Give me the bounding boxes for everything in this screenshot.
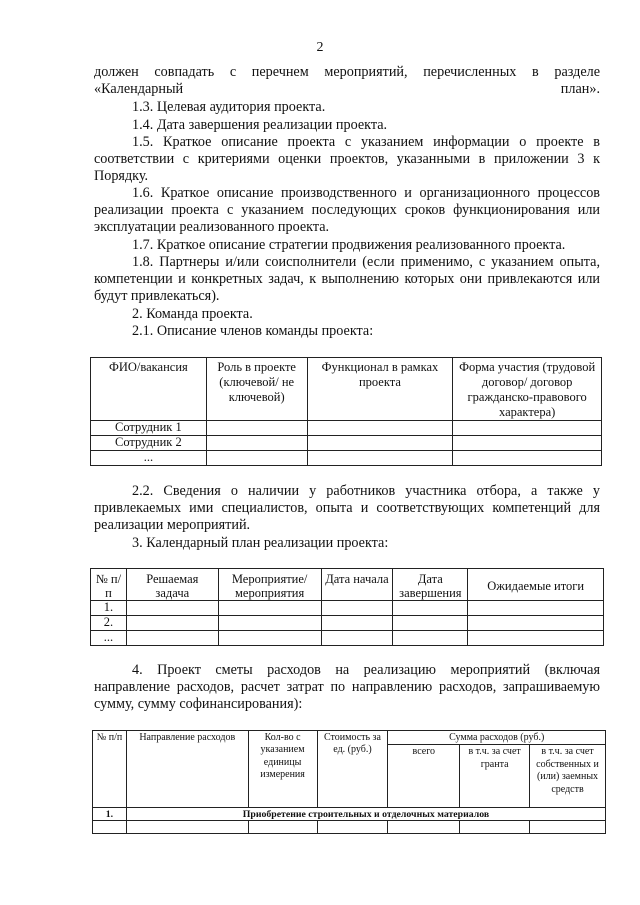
table-row	[91, 631, 604, 646]
paragraph-1-6: 1.6. Краткое описание производственного и организационного процессов реализации проекта с указанием последующих сроков функционирования или эксплуатации реализованного проекта.	[94, 185, 600, 236]
budget-section-row	[93, 808, 606, 821]
team-header-name: ФИО/вакансия	[91, 358, 207, 421]
paragraph-1-3: 1.3. Целевая аудитория проекта.	[132, 99, 326, 115]
team-row-label: Сотрудник 2	[91, 436, 207, 451]
budget-table-header-top	[93, 731, 606, 745]
team-header-function: Функционал в рамках проекта	[307, 358, 453, 421]
table-row	[91, 421, 602, 436]
calendar-row-num: ...	[91, 631, 127, 646]
budget-section-num: 1.	[93, 808, 127, 821]
calendar-header-results: Ожидаемые итоги	[468, 569, 604, 601]
calendar-header-start: Дата начала	[321, 569, 393, 601]
paragraph-continuation: должен совпадать с перечнем мероприятий, перечисленных в разделе «Календарный план».	[94, 64, 600, 98]
budget-header-cost: Стоимость за ед. (руб.)	[317, 731, 388, 808]
budget-header-grant: в т.ч. за счет гранта	[460, 745, 530, 808]
table-row	[91, 601, 604, 616]
team-table	[90, 357, 602, 466]
calendar-header-num: № п/п	[91, 569, 127, 601]
calendar-header-event: Мероприятие/ мероприятия	[218, 569, 321, 601]
calendar-header-task: Решаемая задача	[126, 569, 218, 601]
team-header-role: Роль в проекте (ключевой/ не ключевой)	[206, 358, 307, 421]
team-row-label: Сотрудник 1	[91, 421, 207, 436]
calendar-table	[90, 568, 604, 646]
page-number: 2	[316, 40, 324, 55]
budget-table	[92, 730, 606, 834]
paragraph-1-5: 1.5. Краткое описание проекта с указанием информации о проекте в соответствии с критериями оценки проектов, указанными в приложении 3 к Порядку.	[94, 134, 600, 185]
table-row	[93, 821, 606, 834]
budget-header-total: всего	[388, 745, 460, 808]
paragraph-1-7: 1.7. Краткое описание стратегии продвижения реализованного проекта.	[132, 237, 566, 253]
paragraph-2-1: 2.1. Описание членов команды проекта:	[132, 323, 374, 339]
calendar-row-num: 1.	[91, 601, 127, 616]
table-row	[91, 436, 602, 451]
budget-header-qty: Кол-во с указанием единицы измерения	[248, 731, 317, 808]
team-table-header	[91, 358, 602, 421]
paragraph-3: 3. Календарный план реализации проекта:	[132, 535, 389, 551]
paragraph-4: 4. Проект сметы расходов на реализацию мероприятий (включая направление расходов, расчет затрат по направлению расходов, запрашиваемую сумму, сумму софинансирования):	[94, 662, 600, 713]
paragraph-1-4: 1.4. Дата завершения реализации проекта.	[132, 117, 388, 133]
table-row	[91, 451, 602, 466]
paragraph-2: 2. Команда проекта.	[132, 306, 253, 322]
team-row-label: ...	[91, 451, 207, 466]
calendar-table-header	[91, 569, 604, 601]
calendar-row-num: 2.	[91, 616, 127, 631]
paragraph-1-8: 1.8. Партнеры и/или соисполнители (если применимо, с указанием опыта, компетенции и конкретных задач, к выполнению которых они привлекаются или будут привлекаться).	[94, 254, 600, 305]
budget-header-num: № п/п	[93, 731, 127, 808]
team-header-form: Форма участия (трудовой договор/ договор гражданско-правового характера)	[453, 358, 602, 421]
budget-header-own: в т.ч. за счет собственных и (или) заемных средств	[530, 745, 606, 808]
budget-header-direction: Направление расходов	[126, 731, 248, 808]
calendar-header-end: Дата завершения	[393, 569, 468, 601]
budget-header-sum-group: Сумма расходов (руб.)	[388, 731, 606, 745]
paragraph-2-2: 2.2. Сведения о наличии у работников участника отбора, а также у привлекаемых ими специалистов, опыта и соответствующих компетенций для реализации мероприятий.	[94, 483, 600, 534]
table-row	[91, 616, 604, 631]
budget-section-title: Приобретение строительных и отделочных материалов	[126, 808, 605, 821]
